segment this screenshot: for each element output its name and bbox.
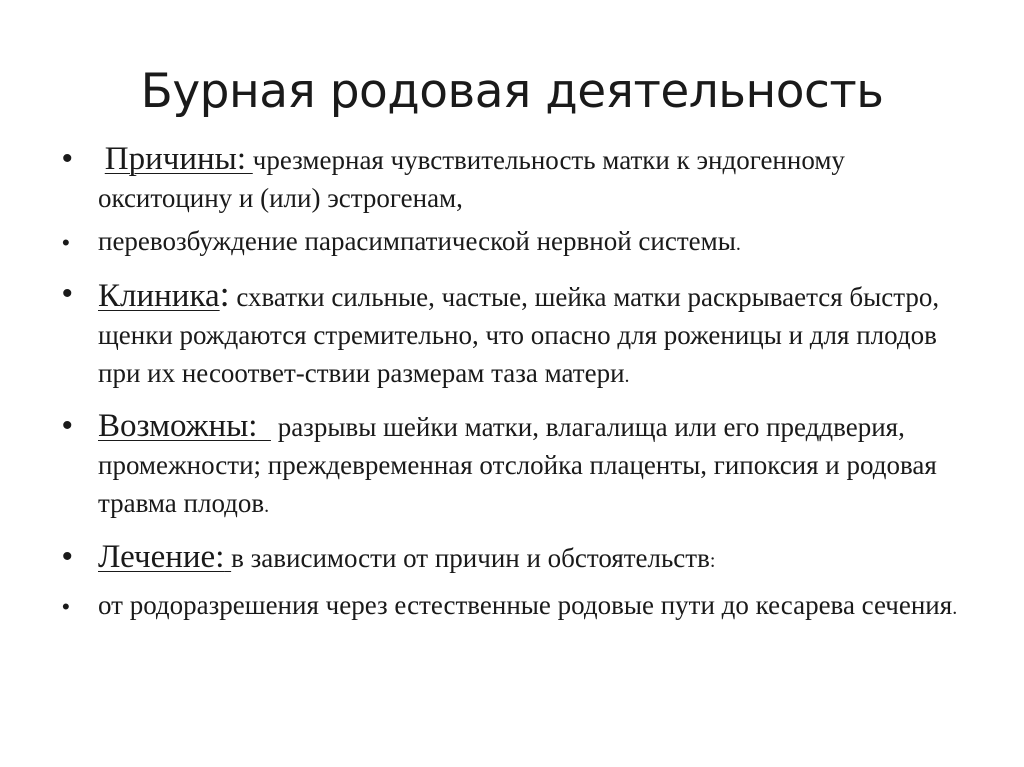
bullet-item-delivery [62, 586, 962, 627]
label-treatment: Лечение: [98, 539, 225, 575]
bullet-icon: • [62, 540, 73, 573]
text-clinic-end: . [624, 365, 630, 387]
bullet-item-causes [62, 140, 962, 217]
label-causes-underline [246, 145, 253, 175]
text-treatment-end: : [709, 550, 716, 572]
bullet-icon: • [62, 142, 73, 175]
text-clinic: схватки сильные, частые, шейка матки раскрывается быстро, щенки рождаются стремительно, что опасно для роженицы и для плодов при их несоответ-ствии размерам таза матери [98, 282, 940, 388]
text-possible-end: . [264, 495, 270, 517]
slide-title: Бурная родовая деятельность [140, 64, 884, 119]
label-possible: Возможны: [98, 408, 258, 444]
bullet-icon: • [62, 230, 70, 255]
text-overexcitation: перевозбуждение парасимпатической нервной системы [98, 226, 736, 256]
text-delivery-end: . [952, 597, 958, 619]
text-causes: чрезмерная чувствительность матки к эндогенному окситоцину и (или) эстрогенам, [98, 145, 845, 213]
bullet-icon: • [62, 277, 73, 310]
bullet-icon: • [62, 594, 70, 619]
text-treatment: в зависимости от причин и обстоятельств [231, 543, 710, 573]
label-possible-underline [257, 412, 271, 442]
bullet-item-possible [62, 407, 962, 525]
bullet-icon: • [62, 409, 73, 442]
label-causes: Причины: [104, 141, 246, 177]
slide-body [62, 140, 962, 627]
text-delivery: от родоразрешения через естественные родовые пути до кесарева сечения [98, 590, 953, 620]
bullet-item-treatment [62, 538, 962, 580]
label-clinic: Клиника [98, 278, 220, 314]
text-possible: разрывы шейки матки, влагалища или его преддверия, промежности; преждевременная отслойка плаценты, гипоксия и родовая травма плодов [98, 412, 937, 518]
bullet-item-overexcitation [62, 222, 962, 263]
bullet-item-clinic [62, 275, 962, 395]
text-overexcitation-end: . [735, 233, 741, 255]
label-clinic-colon: : [219, 274, 230, 314]
